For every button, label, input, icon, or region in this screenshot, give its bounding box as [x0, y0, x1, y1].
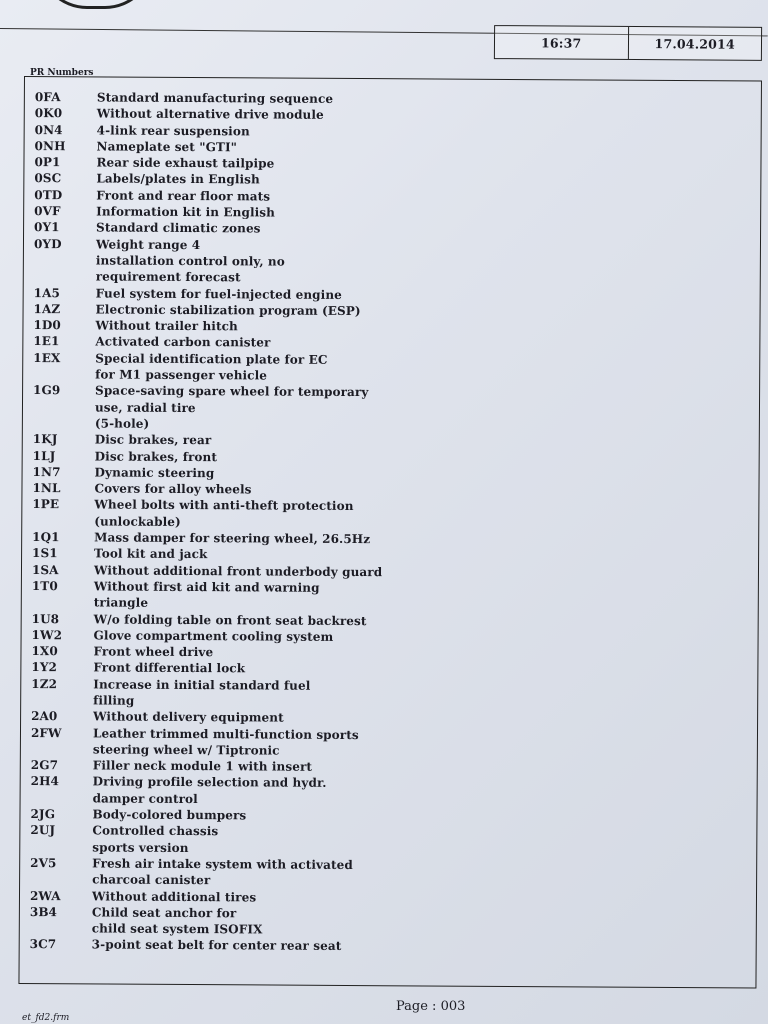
pr-description: Front wheel drive: [93, 644, 214, 660]
pr-code: 2G7: [30, 758, 59, 773]
pr-code: 2V5: [30, 856, 57, 871]
pr-code: 1D0: [33, 318, 61, 333]
pr-description: Leather trimmed multi-function sports steering wheel w/ Tiptronic: [92, 726, 359, 758]
pr-description: Dynamic steering: [94, 465, 215, 480]
pr-code: 1E1: [33, 334, 60, 349]
pr-description: Tool kit and jack: [94, 546, 208, 562]
pr-item-row: [33, 350, 393, 385]
pr-item-row: [32, 578, 392, 613]
pr-code: 1X0: [31, 644, 58, 659]
pr-description: Without additional tires: [91, 888, 257, 904]
pr-description: Electronic stabilization program (ESP): [95, 302, 361, 318]
pr-description: Mass damper for steering wheel, 26.5Hz: [94, 530, 371, 547]
pr-description: Front differential lock: [93, 660, 246, 676]
pr-code: 0N4: [34, 122, 63, 137]
pr-description: 3-point seat belt for center rear seat: [91, 937, 342, 954]
pr-code: 1EX: [33, 350, 61, 365]
pr-code: 1N7: [32, 464, 61, 480]
pr-code: 1SA: [31, 562, 59, 577]
pr-description: Disc brakes, rear: [94, 432, 212, 448]
pr-code: 1NL: [32, 481, 61, 496]
pr-description: Space-saving spare wheel for temporary use, radial tire (5-hole): [94, 383, 369, 431]
pr-code: 2FW: [30, 725, 62, 740]
footer-filename: et_fd2.frm: [22, 1013, 70, 1023]
pr-code: 0VF: [34, 204, 61, 219]
header-date: 17.04.2014: [627, 27, 761, 60]
pr-description: Without delivery equipment: [93, 709, 284, 725]
pr-description: Fuel system for fuel-injected engine: [95, 286, 342, 302]
pr-code: 1Q1: [32, 530, 60, 545]
pr-item-row: [32, 496, 392, 531]
pr-description: Without additional front underbody guard: [93, 563, 383, 579]
pr-description: Body-colored bumpers: [92, 807, 247, 823]
pr-code: 2UJ: [30, 823, 56, 838]
pr-description: Without trailer hitch: [95, 318, 238, 334]
pr-item-row: [34, 236, 394, 287]
pr-description: Filler neck module 1 with insert: [92, 758, 313, 774]
pr-code: 0P1: [34, 155, 61, 170]
pr-description: 4-link rear suspension: [96, 123, 250, 138]
pr-code: 0FA: [34, 90, 61, 105]
pr-code: 0Y1: [34, 220, 60, 235]
pr-description: Wheel bolts with anti-theft protection (unlockable): [94, 497, 354, 529]
pr-description: Nameplate set "GTI": [96, 139, 238, 155]
pr-item-row: [30, 936, 390, 954]
pr-description: Information kit in English: [96, 204, 276, 220]
pr-description: Weight range 4 installation control only, no requirement forecast: [95, 237, 285, 285]
pr-code: 1W2: [31, 627, 63, 643]
pr-description: Without alternative drive module: [96, 106, 324, 123]
pr-code: 1A5: [33, 285, 61, 300]
pr-description: Front and rear floor mats: [96, 188, 271, 204]
pr-code: 0SC: [34, 171, 62, 186]
pr-code: 1G9: [33, 383, 61, 398]
pr-description: Fresh air intake system with activated charcoal canister: [92, 856, 353, 888]
pr-code: 0NH: [34, 138, 66, 154]
header-box: [494, 25, 762, 61]
pr-code: 1Z2: [31, 676, 58, 691]
pr-code: 2JG: [30, 807, 56, 822]
page-number: Page : 003: [396, 999, 466, 1014]
pr-item-row: [31, 725, 391, 760]
pr-description: Labels/plates in English: [96, 171, 260, 187]
pr-code: 2H4: [30, 774, 60, 789]
pr-code: 2WA: [29, 888, 61, 903]
pr-item-row: [33, 382, 393, 433]
pr-code: 1PE: [32, 497, 60, 512]
pr-item-row: [31, 676, 391, 711]
pr-code: 1S1: [32, 546, 58, 561]
pr-description: Covers for alloy wheels: [94, 481, 252, 497]
pr-code: 1KJ: [32, 432, 58, 447]
pr-description: Controlled chassis sports version: [92, 823, 219, 855]
pr-description: Special identification plate for EC for M1 passenger vehicle: [95, 351, 328, 383]
pr-description: Activated carbon canister: [95, 334, 271, 350]
pr-description: Disc brakes, front: [94, 448, 218, 464]
pr-item-row: [30, 822, 390, 857]
pr-description: Without first aid kit and warning triangle: [93, 579, 320, 610]
pr-description: Glove compartment cooling system: [93, 628, 334, 644]
pr-code: 3C7: [29, 937, 57, 952]
pr-code: 0TD: [34, 187, 63, 203]
pr-description: Increase in initial standard fuel filling: [93, 677, 311, 708]
pr-description: Standard climatic zones: [96, 220, 261, 236]
pr-code: 0K0: [34, 106, 63, 121]
pr-item-row: [30, 904, 390, 939]
header-time: 16:37: [540, 34, 582, 51]
pr-description: Child seat anchor for child seat system ISOFIX: [91, 905, 263, 937]
pr-code: 3B4: [29, 904, 58, 920]
pr-code: 1U8: [31, 611, 60, 626]
pr-code: 1T0: [31, 578, 58, 594]
pr-item-row: [31, 774, 391, 809]
pr-description: Driving profile selection and hydr. damper control: [92, 774, 327, 806]
section-title: PR Numbers: [30, 68, 94, 78]
pr-description: W/o folding table on front seat backrest: [93, 611, 367, 628]
pr-item-row: [30, 855, 390, 890]
pr-code: 1LJ: [32, 448, 56, 463]
pr-code: 1Y2: [31, 660, 58, 675]
pr-code: 0YD: [33, 236, 62, 251]
pr-numbers-list: [30, 89, 395, 955]
pr-code: 2A0: [31, 709, 58, 724]
pr-code: 1AZ: [33, 301, 61, 317]
pr-numbers-list-box: [18, 76, 762, 988]
pr-description: Rear side exhaust tailpipe: [96, 155, 275, 171]
pr-description: Standard manufacturing sequence: [96, 90, 334, 106]
